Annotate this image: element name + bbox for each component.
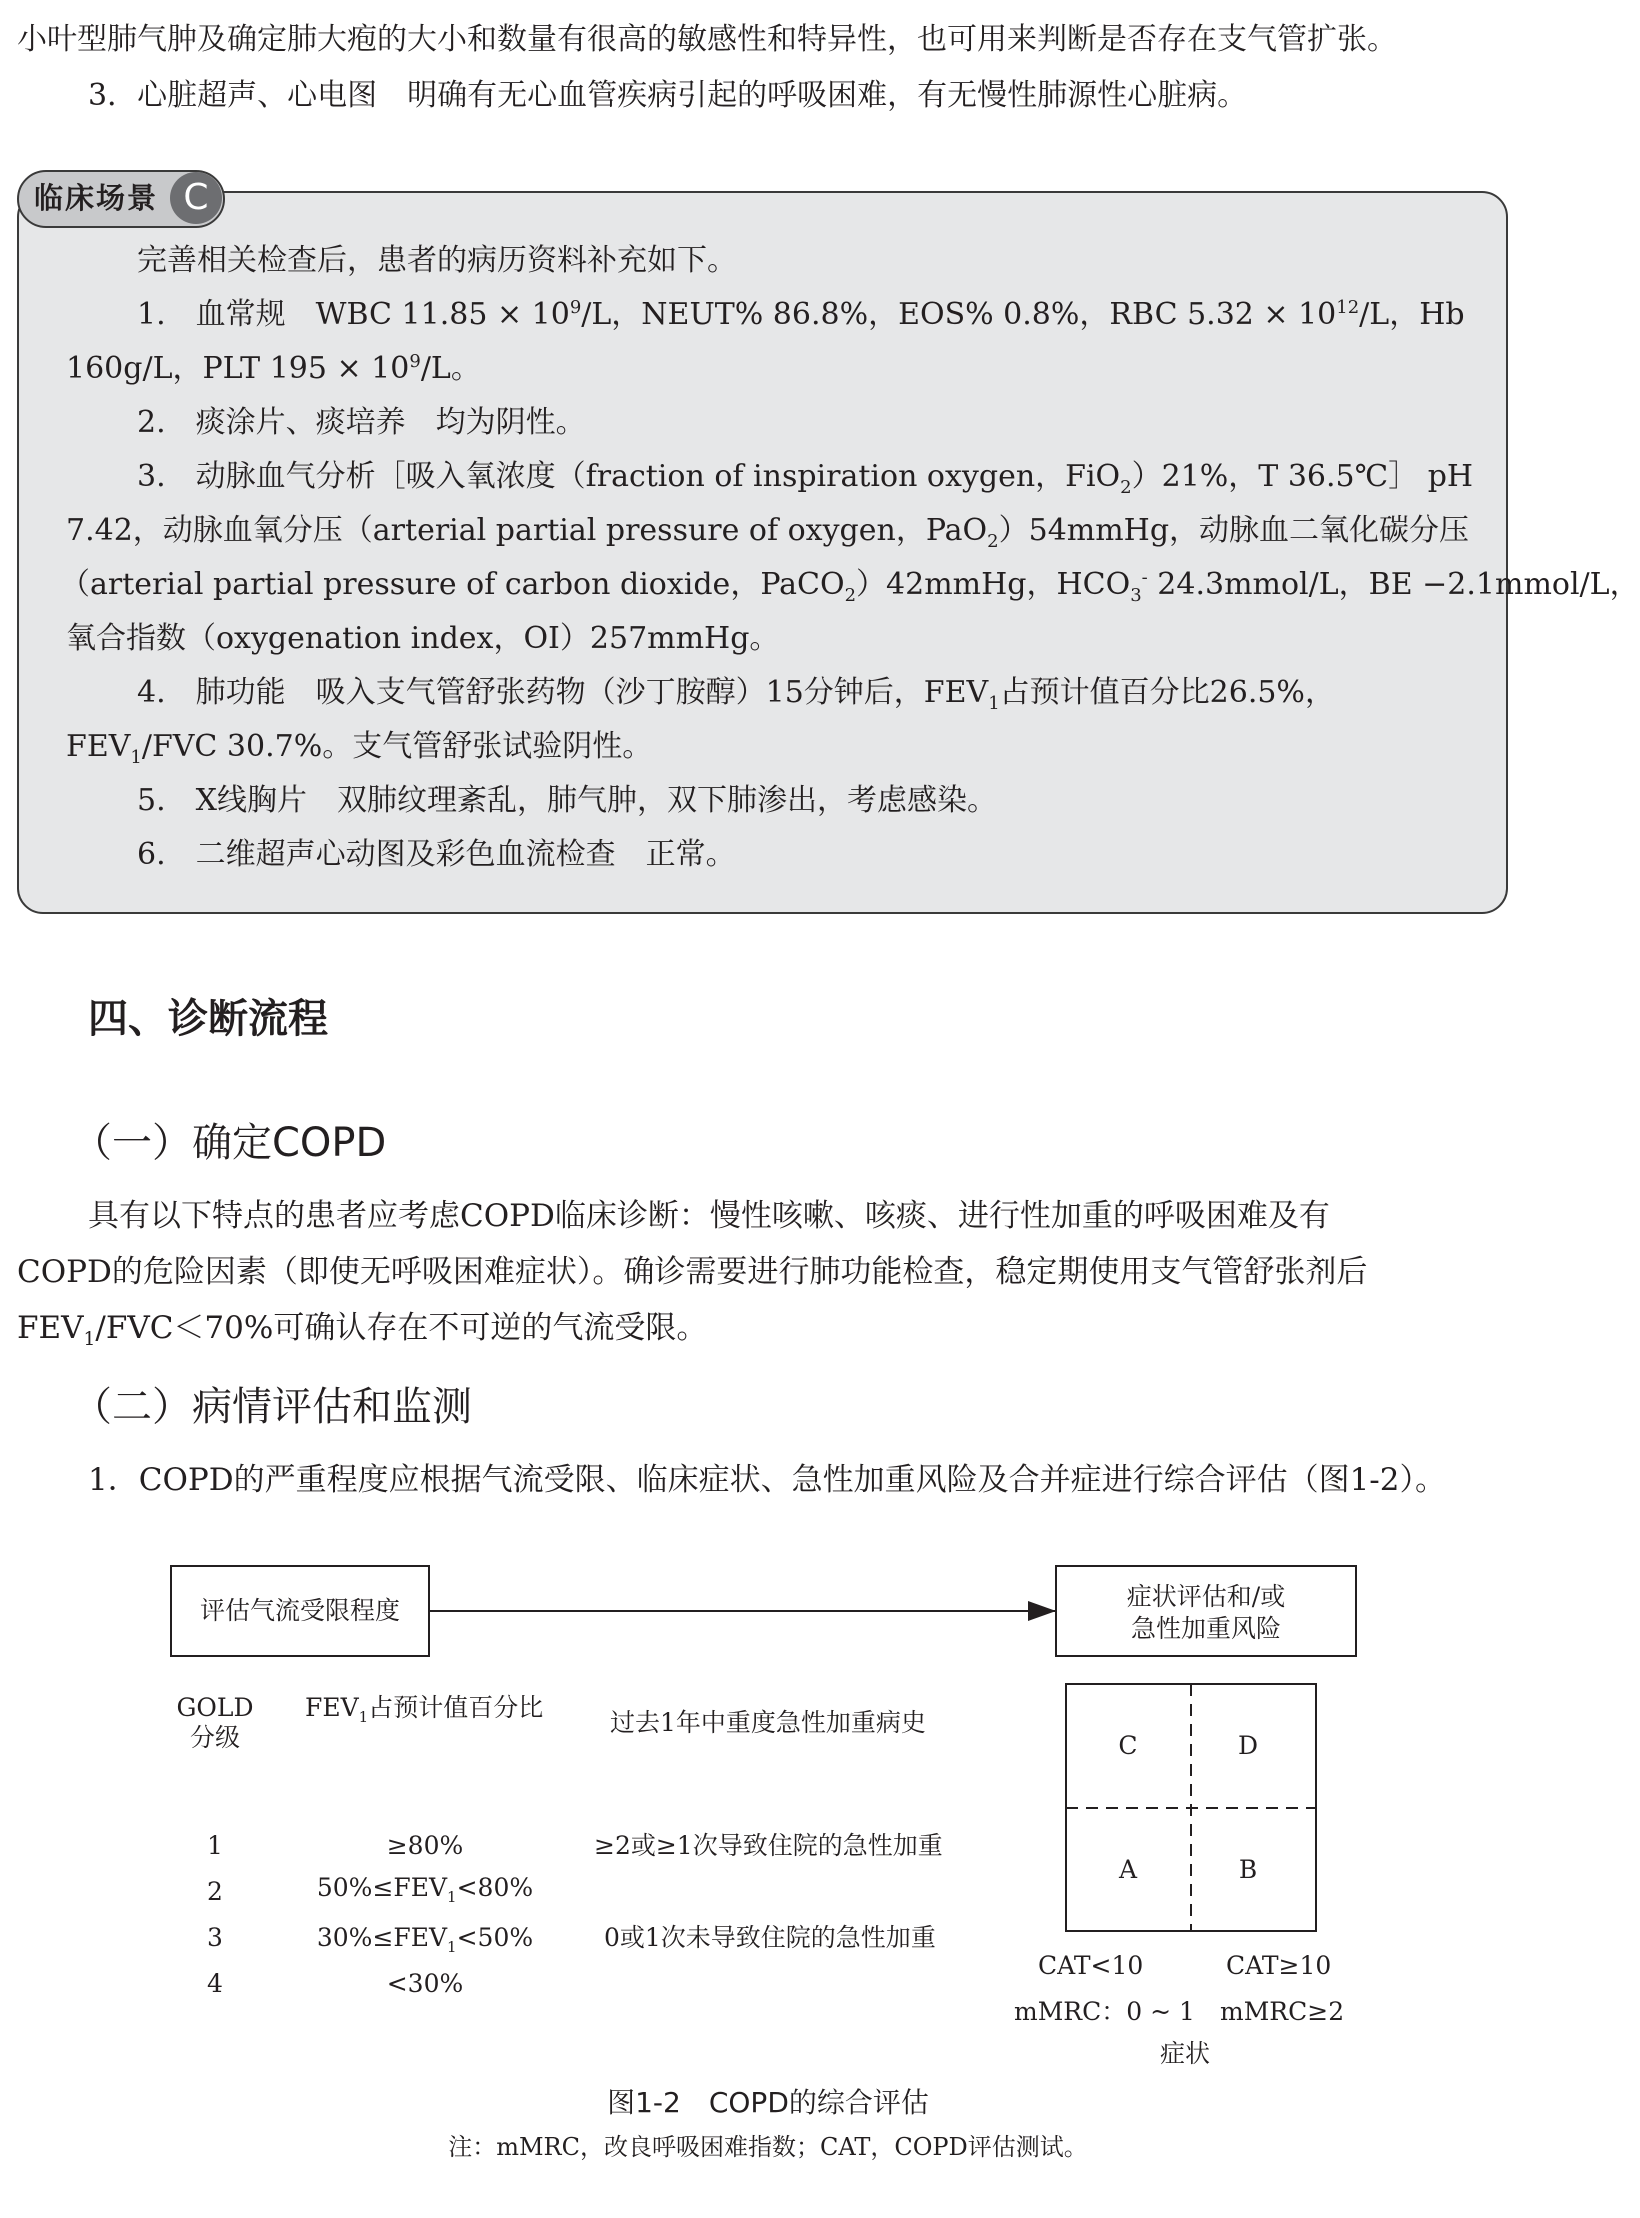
fev-range-3 (310, 1922, 540, 1954)
item3-sup-4: - (1141, 567, 1148, 588)
item1-sup-2: 12 (1336, 297, 1360, 318)
scene-item-5: 5. X线胸片 双肺纹理紊乱，肺气肿，双下肺渗出，考虑感染。 (137, 783, 997, 818)
grade-3: 3 (207, 1923, 223, 1952)
history-high-risk: ≥2或≥1次导致住院的急性加重 (594, 1831, 943, 1860)
box-symptom-risk-label-1: 症状评估和/或 (1126, 1582, 1286, 1611)
section-title: 四、诊断流程 (88, 995, 328, 1042)
col-header-gold-1: GOLD (176, 1693, 254, 1722)
item4-text-a: 4. 肺功能 吸入支气管舒张药物（沙丁胺醇）15分钟后，FEV (137, 675, 989, 710)
scene-item-3-line2 (66, 510, 1469, 552)
mmrc-low: mMRC：0 ~ 1 (1014, 1997, 1195, 2026)
scene-item-3 (137, 456, 1473, 498)
item4-sub-1: 1 (988, 693, 1000, 714)
fev-range-3-b: <50% (456, 1923, 534, 1952)
quadrant-d: D (1237, 1731, 1259, 1760)
quadrant-a: A (1118, 1855, 1138, 1884)
col-header-history: 过去1年中重度急性加重病史 (610, 1708, 926, 1737)
item1-text-b: /L，NEUT% 86.8%，EOS% 0.8%，RBC 5.32 × 10 (581, 297, 1337, 332)
history-low-risk: 0或1次未导致住院的急性加重 (604, 1923, 936, 1952)
item4-sub-2: 1 (130, 747, 142, 768)
para1-line2: COPD的危险因素（即使无呼吸困难症状）。确诊需要进行肺功能检查，稳定期使用支气管舒张剂后 (17, 1254, 1368, 1290)
grade-2: 2 (207, 1877, 223, 1906)
mmrc-high: mMRC≥2 (1220, 1997, 1345, 2026)
item3-text-a: 3. 动脉血气分析［吸入氧浓度（fraction of inspiration oxygen，FiO (137, 459, 1121, 494)
col-header-fev-b: 占预计值百分比 (368, 1693, 544, 1722)
para1-fev-sub: 1 (83, 1329, 96, 1351)
text-line-1: 小叶型肺气肿及确定肺大疱的大小和数量有很高的敏感性和特异性，也可用来判断是否存在支气管扩张。 (17, 22, 1397, 57)
grade-4: 4 (207, 1969, 223, 1998)
para2: 1．COPD的严重程度应根据气流受限、临床症状、急性加重风险及合并症进行综合评估（图1-2）。 (88, 1462, 1446, 1498)
item3-text-b: ）21%，T 36.5℃］ pH (1131, 459, 1474, 494)
scene-intro: 完善相关检查后，患者的病历资料补充如下。 (137, 243, 737, 278)
col-header-fev-a: FEV (305, 1693, 359, 1722)
fev-range-2-sub: 1 (447, 1888, 457, 1906)
quadrant-grid (1066, 1684, 1316, 1931)
item3-sub-2: 2 (987, 531, 999, 552)
box-symptom-risk-label-2: 急性加重风险 (1130, 1614, 1281, 1643)
item3-sub-1: 2 (1120, 477, 1132, 498)
item1-sup-1: 9 (569, 297, 582, 318)
cat-low: CAT<10 (1038, 1951, 1144, 1980)
para1-fev: FEV (17, 1310, 84, 1346)
item1-text-d: 160g/L，PLT 195 × 10 (66, 351, 410, 386)
item3-text-d: ）54mmHg，动脉血二氧化碳分压 (998, 513, 1470, 548)
scene-item-1 (137, 294, 1465, 336)
item1-text-e: /L。 (420, 351, 481, 386)
scene-item-6: 6. 二维超声心动图及彩色血流检查 正常。 (137, 837, 736, 872)
scene-item-3-line4: 氧合指数（oxygenation index，OI）257mmHg。 (66, 621, 780, 656)
item4-text-b: 占预计值百分比26.5%， (999, 675, 1335, 710)
item4-text-d: /FVC 30.7%。支气管舒张试验阴性。 (141, 729, 653, 764)
col-header-fev-sub: 1 (358, 1708, 369, 1726)
item3-text-e: （arterial partial pressure of carbon dioxide，PaCO (60, 567, 845, 602)
item3-sub-3: 2 (844, 585, 857, 606)
cat-high: CAT≥10 (1226, 1951, 1332, 1980)
item3-text-f: ）42mmHg，HCO (856, 567, 1131, 602)
symptom-axis-label: 症状 (1160, 2039, 1211, 2068)
col-header-gold-2: 分级 (189, 1723, 240, 1752)
text-line-2: 3．心脏超声、心电图 明确有无心血管疾病引起的呼吸困难，有无慢性肺源性心脏病。 (88, 78, 1248, 113)
figure-caption: 图1-2 COPD的综合评估 (607, 2086, 929, 2119)
fev-range-2 (310, 1872, 540, 1904)
scene-item-3-line3 (60, 564, 1640, 606)
figure-note: 注：mMRC，改良呼吸困难指数；CAT，COPD评估测试。 (448, 2133, 1088, 2161)
fev-range-2-a: 50%≤FEV (316, 1873, 448, 1902)
scene-item-2: 2. 痰涂片、痰培养 均为阴性。 (137, 405, 586, 440)
scene-item-1-cont (66, 348, 481, 390)
item3-sub-4: 3 (1130, 585, 1142, 606)
quadrant-c: C (1118, 1731, 1138, 1760)
item1-text-a: 1. 血常规 WBC 11.85 × 10 (137, 297, 570, 332)
grade-1: 1 (207, 1831, 223, 1860)
para1-rest: /FVC＜70%可确认存在不可逆的气流受限。 (95, 1310, 708, 1346)
scene-item-4 (137, 672, 1335, 714)
subsection-2-title: （二）病情评估和监测 (72, 1384, 472, 1430)
fev-range-2-b: <80% (456, 1873, 534, 1902)
box-assess-airflow-label: 评估气流受限程度 (199, 1596, 400, 1625)
col-header-fev (305, 1692, 543, 1724)
item3-text-c: 7.42，动脉血氧分压（arterial partial pressure of oxygen，PaO (66, 513, 988, 548)
scene-item-4-cont (66, 726, 652, 768)
fev-range-4: <30% (386, 1969, 464, 1998)
fev-range-1: ≥80% (386, 1831, 464, 1860)
fev-range-3-a: 30%≤FEV (316, 1923, 448, 1952)
item1-sup-3: 9 (409, 351, 421, 372)
item1-text-c: /L，Hb (1359, 297, 1465, 332)
subsection-1-title: （一）确定COPD (72, 1120, 387, 1166)
para1-line1: 具有以下特点的患者应考虑COPD临床诊断：慢性咳嗽、咳痰、进行性加重的呼吸困难及有 (88, 1198, 1330, 1234)
item4-text-c: FEV (66, 729, 131, 764)
scene-letter-badge: C (170, 172, 222, 224)
item3-text-g: 24.3mmol/L，BE −2.1mmol/L， (1147, 567, 1640, 602)
clinical-scene-label: 临床场景 (34, 181, 159, 215)
quadrant-b: B (1238, 1855, 1258, 1884)
fev-range-3-sub: 1 (447, 1938, 457, 1956)
para1-line3 (17, 1308, 708, 1351)
